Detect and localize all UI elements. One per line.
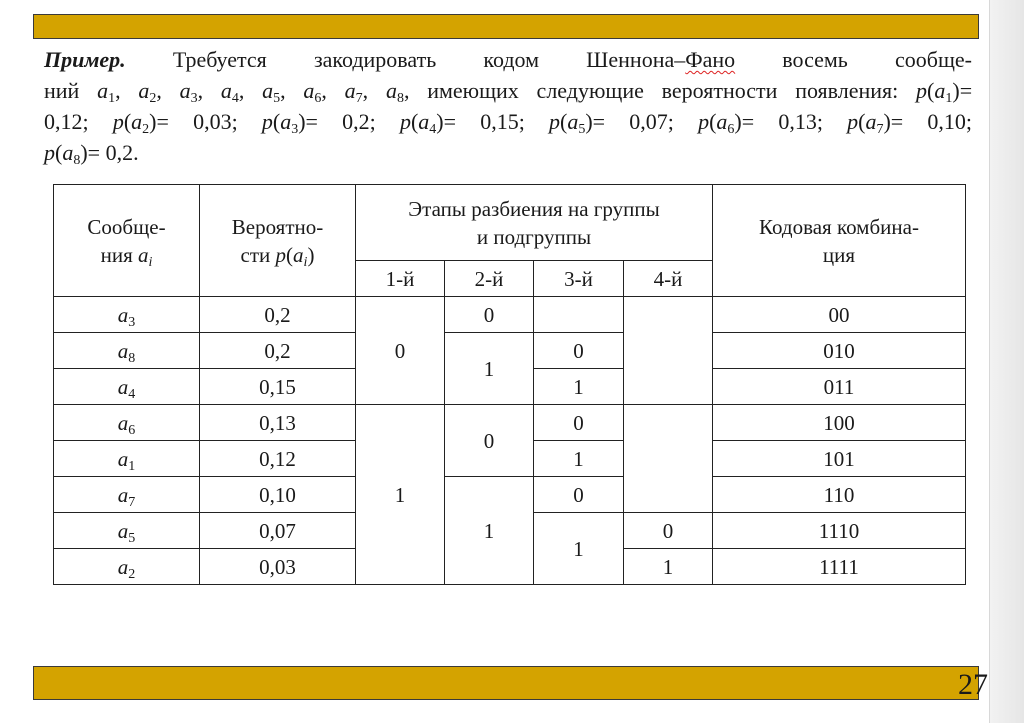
slide-right-edge: [989, 0, 1024, 723]
message-cell: [54, 369, 200, 405]
msg-index: 3: [128, 314, 136, 330]
code-cell: 010: [713, 333, 966, 369]
prob-value: 0,15: [480, 109, 519, 134]
msg-symbol: a: [179, 78, 191, 103]
msg-symbol: a: [117, 302, 129, 327]
probability-cell: 0,2: [200, 333, 356, 369]
prob-value: 0,2: [342, 109, 370, 134]
stage1-cell: 1: [356, 405, 445, 585]
footer-bar: [33, 666, 979, 700]
code-cell: 011: [713, 369, 966, 405]
msg-symbol: a: [117, 374, 129, 399]
probability-cell: 0,15: [200, 369, 356, 405]
stage2-cell: 1: [445, 477, 534, 585]
prob-value: 0,10: [927, 109, 966, 134]
paragraph-line-4: $p(a_8)= 0,2$.: [44, 140, 139, 168]
msg-symbol: a: [262, 78, 274, 103]
header-stages: [356, 185, 713, 261]
msg-symbol: a: [117, 338, 129, 363]
message-cell: [54, 513, 200, 549]
code-cell: 00: [713, 297, 966, 333]
msg-symbol: a: [62, 140, 74, 165]
msg-index: 5: [578, 122, 586, 137]
header-code-line2: ция: [822, 242, 856, 267]
line2-suffix: имеющих следующие вероятности появления:: [409, 78, 917, 103]
msg-index: 1: [945, 91, 953, 106]
code-cell: 1111: [713, 549, 966, 585]
stage4-cell-empty: [624, 405, 713, 513]
msg-index: 4: [128, 386, 136, 402]
code-cell: 100: [713, 405, 966, 441]
header-stage-4: 4-й: [624, 261, 713, 297]
shannon-fano-table: [53, 184, 966, 585]
stage1-cell: 0: [356, 297, 445, 405]
example-label: Пример.: [44, 47, 126, 72]
stage3-cell: 0: [534, 333, 624, 369]
prob-symbol: p: [44, 140, 55, 165]
header-messages: [54, 185, 200, 297]
stage3-cell: 1: [534, 441, 624, 477]
stage4-cell-empty: [624, 297, 713, 405]
prob-symbol: p: [698, 109, 710, 134]
msg-symbol: a: [138, 78, 150, 103]
header-probability-word: сти: [240, 242, 276, 267]
header-messages-word: ния: [100, 242, 138, 267]
msg-symbol: a: [117, 410, 129, 435]
stage2-cell: 0: [445, 297, 534, 333]
header-messages-line1: Сообще-: [87, 214, 166, 239]
header-code-line1: Кодовая комбина-: [759, 214, 919, 239]
msg-symbol: a: [716, 109, 728, 134]
prob-symbol: p: [399, 109, 411, 134]
probability-cell: 0,13: [200, 405, 356, 441]
message-cell: [54, 297, 200, 333]
msg-index: 8: [73, 153, 81, 168]
msg-symbol: a: [117, 446, 129, 471]
header-probability-line2: сти $p(a_i)$: [240, 242, 315, 270]
example-paragraph: [44, 44, 972, 168]
prob-symbol: p: [112, 109, 124, 134]
table-row: [54, 297, 966, 333]
msg-index: 8: [128, 350, 136, 366]
stage3-cell-empty: [534, 297, 624, 333]
prob-symbol: p: [847, 109, 859, 134]
stage4-cell: 1: [624, 549, 713, 585]
msg-symbol: a: [567, 109, 579, 134]
msg-index: 7: [876, 122, 884, 137]
table-row: [54, 405, 966, 441]
msg-index: 3: [291, 122, 299, 137]
stage2-cell: 1: [445, 333, 534, 405]
stage4-cell: 0: [624, 513, 713, 549]
probability-cell: 0,07: [200, 513, 356, 549]
message-cell: [54, 405, 200, 441]
spellcheck-word: Фано: [685, 47, 736, 72]
code-cell: 101: [713, 441, 966, 477]
prob-symbol: p: [916, 78, 928, 103]
msg-symbol: a: [385, 78, 397, 103]
table-row: [54, 477, 966, 513]
probability-cell: 0,10: [200, 477, 356, 513]
msg-symbol: a: [280, 109, 292, 134]
probability-cell: 0,2: [200, 297, 356, 333]
stage3-cell: 0: [534, 405, 624, 441]
prob-symbol: p: [549, 109, 560, 134]
msg-symbol: a: [303, 78, 315, 103]
header-messages-line2: [54, 241, 199, 269]
header-probability-arg: a: [293, 242, 304, 267]
paragraph-line-1: [44, 44, 972, 75]
paragraph-line-2: ний $a_1$, $a_2$, $a_3$, $a_4$, $a_5$, $a_6$, $a_7$, $a_8$, имеющих следующие вероятности появления: $p(a_1)=$: [44, 78, 973, 106]
msg-symbol: a: [865, 109, 877, 134]
header-stage-2: 2-й: [445, 261, 534, 297]
code-cell: 1110: [713, 513, 966, 549]
msg-symbol: a: [117, 482, 129, 507]
msg-index: 4: [429, 122, 437, 137]
message-cell: [54, 477, 200, 513]
msg-index: 6: [128, 422, 136, 438]
page-number: 27: [958, 668, 988, 701]
stage2-cell: 0: [445, 405, 534, 477]
line2-prefix: ний: [44, 78, 98, 103]
prob-value: 0,12: [44, 109, 83, 134]
prob-symbol: p: [261, 109, 273, 134]
msg-symbol: a: [344, 78, 356, 103]
header-bar: [33, 14, 979, 39]
header-stages-line1: Этапы разбиения на группы: [408, 196, 660, 221]
msg-index: 6: [727, 122, 735, 137]
code-cell: 110: [713, 477, 966, 513]
prob-value: 0,03: [193, 109, 232, 134]
header-probability-sub: i: [303, 254, 308, 270]
stage3-cell: 1: [534, 513, 624, 585]
message-cell: [54, 441, 200, 477]
msg-index: 7: [128, 494, 136, 510]
msg-symbol: a: [934, 78, 946, 103]
header-messages-sub: i: [148, 254, 153, 270]
stage3-cell: 1: [534, 369, 624, 405]
msg-symbol: a: [418, 109, 430, 134]
msg-index: 5: [128, 530, 136, 546]
msg-index: 2: [128, 566, 136, 582]
table-row: [54, 333, 966, 369]
message-cell: [54, 549, 200, 585]
prob-value: 0,13: [778, 109, 817, 134]
message-cell: [54, 333, 200, 369]
header-probability-var: p: [275, 242, 287, 267]
msg-symbol: a: [117, 518, 129, 543]
header-stage-1: 1-й: [356, 261, 445, 297]
header-stage-3: 3-й: [534, 261, 624, 297]
prob-value: 0,07: [629, 109, 668, 134]
msg-symbol: a: [220, 78, 232, 103]
paragraph-line-3: 0,12; $p(a_2)= 0,03$; $p(a_3)= 0,2$; $p(a_4)= 0,15$; $p(a_5)= 0,07$; $p(a_6)= 0,13$; $p(a_7)= 0,10$;: [44, 109, 972, 137]
msg-symbol: a: [97, 78, 109, 103]
probability-cell: 0,03: [200, 549, 356, 585]
header-messages-var: a: [138, 242, 149, 267]
msg-index: 1: [128, 458, 136, 474]
stage3-cell: 0: [534, 477, 624, 513]
msg-symbol: a: [117, 554, 129, 579]
paragraph-line-1-text: Требуется закодировать кодом Шеннона–Фано восемь сообще-: [125, 47, 972, 72]
msg-index: 2: [142, 122, 150, 137]
header-probability: [200, 185, 356, 297]
msg-symbol: a: [131, 109, 143, 134]
header-probability-line1: Вероятно-: [231, 214, 324, 239]
probability-cell: 0,12: [200, 441, 356, 477]
prob-value: 0,2: [105, 140, 134, 165]
header-stages-line2: и подгруппы: [476, 224, 592, 249]
header-code: [713, 185, 966, 297]
